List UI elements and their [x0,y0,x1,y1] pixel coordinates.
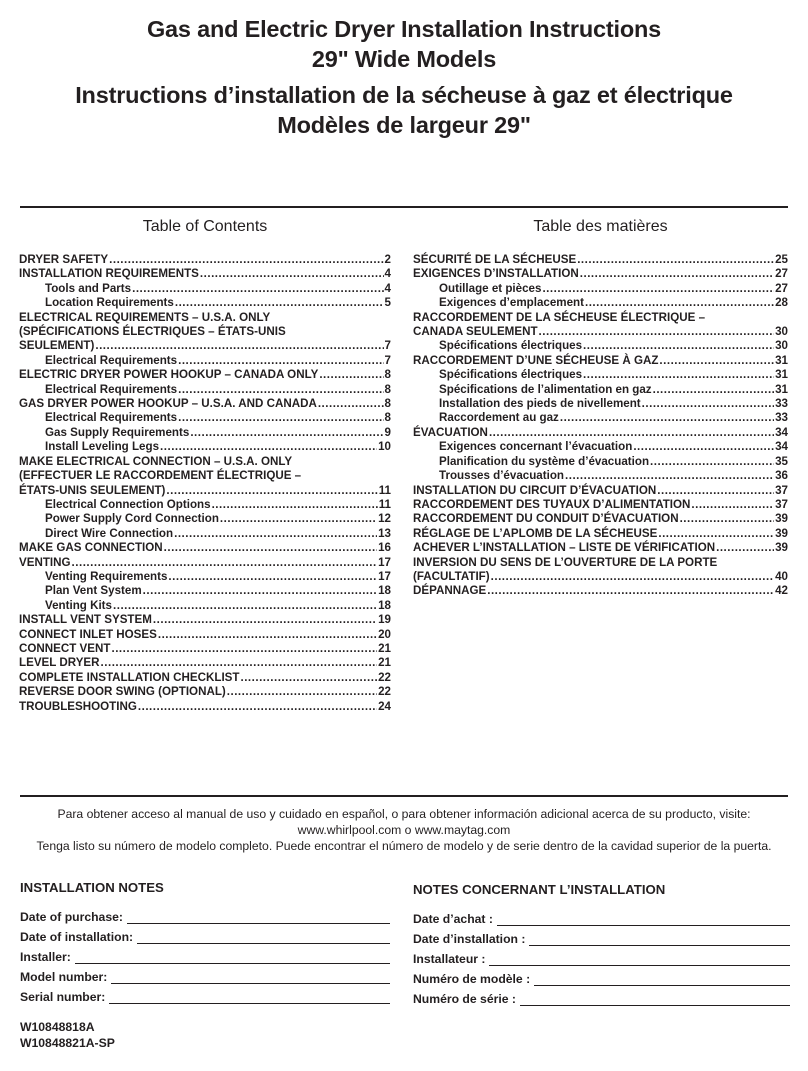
note-field [413,966,790,986]
toc-entry [413,339,788,353]
toc-dot-leader [560,411,774,425]
toc-dot-leader [160,440,377,454]
toc-entry [413,267,788,281]
toc-entry-page: 18 [378,598,391,612]
toc-entry-label: DÉPANNAGE [413,584,487,598]
toc-entry-page: 19 [378,613,391,627]
toc-entry-label-prefix: (SPÉCIFICATIONS ÉLECTRIQUES – ÉTATS-UNIS [19,325,286,339]
toc-dot-leader [716,541,774,555]
part-number-secondary: W10848821A-SP [20,1036,115,1050]
toc-entry-label: INSTALLATION REQUIREMENTS [19,267,199,281]
toc-entry [19,282,391,296]
toc-entry [19,311,391,354]
toc-entry [19,411,391,425]
toc-dot-leader [164,541,377,555]
title-english-line2: 29" Wide Models [311,46,497,72]
toc-entry-label: SEULEMENT) [19,339,95,353]
toc-entry [19,440,391,454]
toc-dot-leader [577,253,774,267]
toc-french-heading: Table des matières [533,218,668,235]
toc-entry-label: Electrical Requirements [45,411,178,425]
part-numbers [20,1019,115,1051]
toc-entry-page: 27 [775,281,788,295]
toc-dot-leader [542,282,774,296]
toc-entry [413,498,788,512]
toc-dot-leader [240,671,377,685]
toc-entry [413,469,788,483]
part-number-primary: W10848818A [20,1020,95,1034]
toc-entry-label: INSTALL VENT SYSTEM [19,613,152,627]
toc-entry [413,455,788,469]
installation-notes-english [20,879,390,1004]
note-field-blank-line [529,932,790,946]
toc-dot-leader [138,700,377,714]
bottom-divider [20,795,788,797]
note-field-blank-line [497,912,790,926]
toc-entry [413,440,788,454]
toc-entry-label-prefix: MAKE ELECTRICAL CONNECTION – U.S.A. ONLY [19,454,293,468]
toc-entry-page: 22 [378,685,391,699]
toc-dot-leader [111,642,377,656]
note-field-blank-line [109,990,390,1004]
toc-entry-page: 4 [384,281,391,295]
note-field-blank-line [489,952,790,966]
toc-entry-page: 42 [775,584,788,598]
installation-notes-heading-fr: NOTES CONCERNANT L’INSTALLATION [413,882,666,897]
toc-entry-label: ÉVACUATION [413,425,488,439]
note-field-label: Model number: [20,970,108,984]
toc-dot-leader [227,685,377,699]
toc-entry-page: 24 [378,699,391,713]
toc-entry-page: 21 [378,656,391,670]
toc-entry-label: Gas Supply Requirements [45,425,190,439]
toc-entry-label: Planification du système d’évacuation [439,454,650,468]
toc-entry-label: ÉTATS-UNIS SEULEMENT) [19,483,166,497]
toc-entry-label: MAKE GAS CONNECTION [19,541,163,555]
toc-entry-page: 2 [384,253,391,266]
toc-entry-page: 34 [775,425,788,439]
top-divider [20,206,788,208]
toc-entry-page: 12 [378,512,391,526]
note-field-label: Numéro de modèle : [413,972,531,986]
toc-dot-leader [657,484,774,498]
toc-dot-leader [190,426,383,440]
toc-entry-page: 37 [775,497,788,511]
toc-dot-leader [168,570,377,584]
toc-entry-label: REVERSE DOOR SWING (OPTIONAL) [19,685,226,699]
toc-entry-label: Install Leveling Legs [45,440,160,454]
toc-entry [19,656,391,670]
toc-dot-leader [650,455,774,469]
toc-entry-label: (FACULTATIF) [413,569,490,583]
toc-entry-label: Tools and Parts [45,281,132,295]
toc-entry [19,570,391,584]
toc-entry [19,700,391,714]
note-field-label: Date of purchase: [20,910,123,924]
toc-dot-leader [178,383,383,397]
toc-entry-label: Spécifications électriques [439,339,583,353]
toc-entry-page: 22 [378,670,391,684]
toc-entry-label: CANADA SEULEMENT [413,325,538,339]
toc-dot-leader [539,325,775,339]
toc-dot-leader [132,282,383,296]
note-field [413,906,790,926]
toc-entry [19,253,391,267]
toc-entry-page: 18 [378,584,391,598]
toc-entry-page: 17 [378,555,391,569]
toc-entry-page: 34 [775,440,788,454]
note-field-label: Installateur : [413,952,486,966]
toc-entry [413,484,788,498]
toc-english-heading: Table of Contents [142,218,268,235]
toc-entry [19,267,391,281]
title-french-line1: Instructions d’installation de la sécheuse à gaz et électrique [75,82,733,108]
note-field-blank-line [520,992,790,1006]
toc-dot-leader [166,484,377,498]
note-field [20,984,390,1004]
toc-entry-label: Installation des pieds de nivellement [439,397,641,411]
note-field-label: Serial number: [20,990,106,1004]
toc-entry-page: 13 [378,526,391,540]
toc-entry-page: 10 [378,440,391,454]
installation-notes-french [413,879,790,1006]
note-field [20,964,390,984]
toc-dot-leader [113,599,377,613]
toc-english [19,217,391,714]
toc-entry-label: Raccordement au gaz [439,411,559,425]
toc-entry-page: 7 [384,353,391,367]
toc-entry-page: 16 [378,541,391,555]
toc-entry [413,426,788,440]
toc-entry-page: 21 [378,641,391,655]
toc-entry-label: Venting Requirements [45,569,168,583]
toc-dot-leader [658,527,774,541]
toc-entry-label: INSTALLATION DU CIRCUIT D’ÉVACUATION [413,483,657,497]
toc-entry-label: Spécifications électriques [439,368,583,382]
toc-entry-label: CONNECT VENT [19,641,111,655]
toc-entry [413,584,788,598]
toc-entry-page: 33 [775,397,788,411]
toc-dot-leader [153,613,377,627]
toc-entry-label: Power Supply Cord Connection [45,512,219,526]
toc-entry-page: 39 [775,541,788,555]
toc-dot-leader [212,498,378,512]
toc-entry-label: VENTING [19,555,71,569]
toc-entry [19,296,391,310]
toc-entry-page: 31 [775,353,788,367]
toc-entry-page: 30 [775,339,788,353]
toc-dot-leader [633,440,774,454]
toc-entry [19,354,391,368]
toc-entry-label: Direct Wire Connection [45,526,174,540]
toc-entry-page: 17 [378,569,391,583]
toc-entry [413,556,788,585]
note-field [413,946,790,966]
toc-entry-page: 30 [775,325,788,339]
toc-entry-label: Location Requirements [45,296,174,310]
toc-dot-leader [175,296,384,310]
toc-entry-label: RACCORDEMENT DES TUYAUX D’ALIMENTATION [413,497,691,511]
note-field [413,926,790,946]
toc-entry [19,397,391,411]
toc-entry-page: 39 [775,526,788,540]
toc-entry-label: Electrical Requirements [45,353,178,367]
note-field [20,904,390,924]
toc-entry-page: 11 [378,497,391,511]
toc-entry [413,282,788,296]
toc-entry-label: Trousses d’évacuation [439,469,565,483]
toc-entry-page: 8 [384,411,391,425]
toc-entry-page: 36 [775,469,788,483]
toc-entry [413,527,788,541]
spanish-notice [0,806,808,854]
toc-dot-leader [72,556,378,570]
toc-entry [413,354,788,368]
toc-entry [413,311,788,340]
toc-dot-leader [642,397,774,411]
toc-entry-label: Venting Kits [45,598,112,612]
toc-entry-page: 39 [775,512,788,526]
toc-entry-label: TROUBLESHOOTING [19,699,137,713]
toc-english-list [19,253,391,714]
toc-dot-leader [95,339,383,353]
toc-entry [19,498,391,512]
toc-entry [413,397,788,411]
toc-dot-leader [583,368,774,382]
toc-entry-label: Exigences d’emplacement [439,296,584,310]
toc-entry-label-prefix: (EFFECTUER LE RACCORDEMENT ÉLECTRIQUE – [19,469,302,483]
toc-entry [413,512,788,526]
toc-dot-leader [653,383,774,397]
toc-entry-label: Outillage et pièces [439,281,542,295]
toc-entry-page: 8 [384,397,391,411]
toc-entry [413,368,788,382]
toc-dot-leader [680,512,775,526]
toc-entry [19,541,391,555]
note-field-label: Date d’achat : [413,912,493,926]
toc-entry-label: RACCORDEMENT D’UNE SÉCHEUSE À GAZ [413,353,659,367]
toc-entry-page: 5 [384,296,391,310]
note-field-blank-line [127,910,390,924]
title-english-line1: Gas and Electric Dryer Installation Instructions [146,16,662,42]
toc-entry-page: 28 [775,296,788,310]
toc-dot-leader [143,584,377,598]
notice-line-1: Para obtener acceso al manual de uso y cuidado en español, o para obtener información adicional acerca de su producto, visite: [57,807,751,821]
notice-websites: www.whirlpool.com o www.maytag.com [297,823,511,837]
toc-entry [19,685,391,699]
installation-notes-heading: INSTALLATION NOTES [20,880,164,895]
toc-entry [413,541,788,555]
note-field-label: Date d’installation : [413,932,526,946]
toc-entry-label: CONNECT INLET HOSES [19,627,157,641]
toc-entry [19,584,391,598]
toc-dot-leader [220,512,377,526]
toc-dot-leader [158,628,377,642]
toc-entry [413,296,788,310]
toc-entry-page: 20 [378,627,391,641]
toc-dot-leader [580,267,774,281]
toc-entry-label: DRYER SAFETY [19,253,109,266]
toc-entry [19,613,391,627]
toc-entry [19,599,391,613]
toc-entry [19,556,391,570]
toc-entry-label-prefix: RACCORDEMENT DE LA SÉCHEUSE ÉLECTRIQUE – [413,310,706,324]
toc-french [413,217,788,599]
toc-entry-page: 25 [775,253,788,266]
toc-dot-leader [487,584,774,598]
note-field [20,924,390,944]
toc-entry-label: GAS DRYER POWER HOOKUP – U.S.A. AND CANADA [19,397,317,411]
toc-entry [19,455,391,498]
note-field [413,986,790,1006]
toc-dot-leader [583,339,774,353]
title-french-line2: Modèles de largeur 29" [277,112,531,138]
toc-entry [19,368,391,382]
toc-dot-leader [565,469,774,483]
toc-entry-page: 33 [775,411,788,425]
toc-entry [19,426,391,440]
document-title-block [0,14,808,140]
toc-entry [19,527,391,541]
toc-dot-leader [178,411,383,425]
toc-entry [413,253,788,267]
toc-entry-page: 7 [384,339,391,353]
toc-entry-page: 27 [775,267,788,281]
toc-dot-leader [319,368,383,382]
toc-entry-label: COMPLETE INSTALLATION CHECKLIST [19,670,240,684]
toc-entry-label: ACHEVER L’INSTALLATION – LISTE DE VÉRIFICATION [413,541,716,555]
toc-entry-page: 35 [775,454,788,468]
toc-entry-page: 8 [384,382,391,396]
toc-entry-label: ELECTRIC DRYER POWER HOOKUP – CANADA ONLY [19,368,319,382]
toc-entry-label: Electrical Connection Options [45,497,211,511]
toc-entry-page: 31 [775,382,788,396]
note-field-label: Installer: [20,950,71,964]
toc-entry-label-prefix: ELECTRICAL REQUIREMENTS – U.S.A. ONLY [19,310,271,324]
toc-dot-leader [318,397,384,411]
toc-entry [19,628,391,642]
toc-entry-label: Exigences concernant l’évacuation [439,440,633,454]
toc-entry [19,383,391,397]
toc-entry-label: RÉGLAGE DE L’APLOMB DE LA SÉCHEUSE [413,526,658,540]
toc-entry-label: Spécifications de l’alimentation en gaz [439,382,652,396]
toc-entry [19,642,391,656]
toc-dot-leader [489,426,774,440]
note-field [20,944,390,964]
toc-entry-label-prefix: INVERSION DU SENS DE L’OUVERTURE DE LA PORTE [413,555,718,569]
toc-dot-leader [200,267,384,281]
toc-entry [19,671,391,685]
toc-dot-leader [178,354,383,368]
toc-dot-leader [174,527,377,541]
toc-entry-label: SÉCURITÉ DE LA SÉCHEUSE [413,253,577,266]
toc-entry-page: 11 [378,483,391,497]
toc-entry-label: RACCORDEMENT DU CONDUIT D’ÉVACUATION [413,512,679,526]
note-field-label: Numéro de série : [413,992,516,1006]
toc-entry [19,512,391,526]
toc-dot-leader [691,498,774,512]
toc-dot-leader [659,354,774,368]
note-field-label: Date of installation: [20,930,134,944]
toc-entry [413,383,788,397]
note-field-blank-line [534,972,790,986]
toc-dot-leader [101,656,378,670]
note-field-blank-line [137,930,390,944]
toc-entry-page: 9 [384,425,391,439]
toc-entry-page: 4 [384,267,391,281]
notice-line-3: Tenga listo su número de modelo completo. Puede encontrar el número de modelo y de serie dentro de la cavidad superior de la puerta. [36,839,772,853]
toc-french-list [413,253,788,599]
toc-entry-page: 8 [384,368,391,382]
toc-dot-leader [109,253,383,267]
toc-entry [413,411,788,425]
toc-dot-leader [491,570,774,584]
toc-entry-label: LEVEL DRYER [19,656,100,670]
toc-entry-label: EXIGENCES D’INSTALLATION [413,267,579,281]
note-field-blank-line [75,950,390,964]
note-field-blank-line [111,970,390,984]
toc-entry-page: 40 [775,569,788,583]
toc-entry-label: Plan Vent System [45,584,142,598]
toc-dot-leader [585,296,774,310]
toc-entry-page: 37 [775,483,788,497]
toc-entry-page: 31 [775,368,788,382]
toc-entry-label: Electrical Requirements [45,382,178,396]
